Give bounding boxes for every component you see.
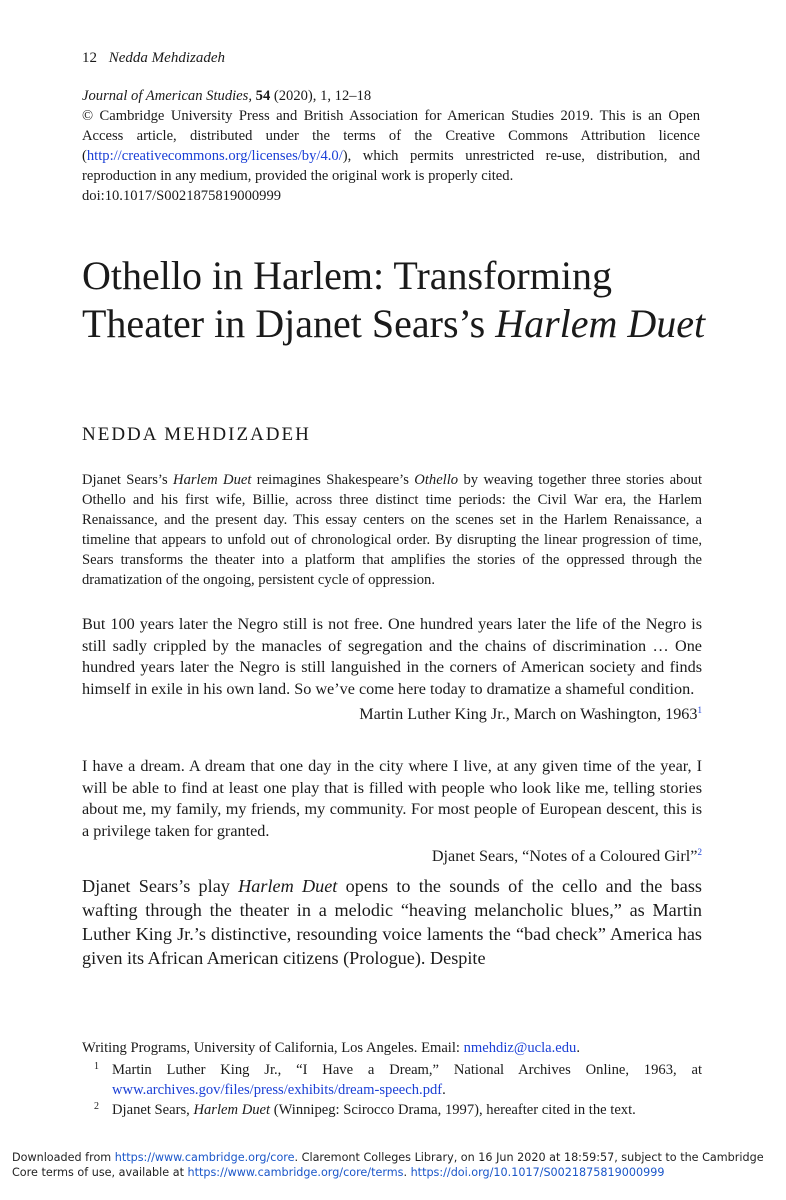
epigraph <box>82 614 702 726</box>
affiliation-end: . <box>576 1040 580 1056</box>
epigraph <box>82 756 702 868</box>
doi-link[interactable]: https://doi.org/10.1017/S0021875819000999 <box>410 1166 665 1179</box>
journal-volume: 54 <box>255 88 271 104</box>
page-number: 12 <box>82 50 97 66</box>
running-head-author: Nedda Mehdizadeh <box>108 50 225 66</box>
download-text: . <box>403 1166 411 1179</box>
body-paragraph <box>82 874 702 970</box>
journal-metadata <box>82 86 700 206</box>
affiliation-text: Writing Programs, University of California, Los Angeles. Email: <box>82 1040 464 1056</box>
footnote-end: . <box>442 1082 446 1098</box>
email-link[interactable]: nmehdiz@ucla.edu <box>463 1040 577 1056</box>
journal-name: Journal of American Studies, <box>82 88 252 104</box>
title-main: Othello in Harlem: Transforming Theater in Djanet Sears’s <box>82 253 612 346</box>
epigraph-text: But 100 years later the Negro still is not free. One hundred years later the life of the Negro is still sadly crippled by the manacles of segregation and the chains of discrimination … One hundred years later the Negro is still languished in the corners of American society and finds himself in exile in his own land. So we’ve come here today to dramatize a shameful condition. <box>82 615 702 698</box>
footnote-ref[interactable]: 1 <box>697 705 702 715</box>
footnote-link[interactable]: www.archives.gov/files/press/exhibits/dream-speech.pdf <box>112 1082 443 1098</box>
author-byline: NEDDA MEHDIZADEH <box>82 424 311 445</box>
download-notice <box>12 1150 782 1180</box>
title-italic: Harlem Duet <box>495 301 706 346</box>
footnote-number: 1 <box>94 1061 99 1072</box>
body-text: Djanet Sears’s play <box>82 876 239 896</box>
footnote <box>82 1060 702 1100</box>
abstract-text: reimagines Shakespeare’s <box>251 472 415 488</box>
footnote <box>82 1100 702 1120</box>
terms-link[interactable]: https://www.cambridge.org/core/terms <box>187 1166 404 1179</box>
copyright-text-end: ), which permits unrestricted re-use, distribution, and reproduction in any medium, provided the original work is properly cited. <box>82 148 700 184</box>
abstract-italic: Harlem Duet <box>173 472 252 488</box>
attribution-text: Martin Luther King Jr., March on Washington, 1963 <box>359 705 698 723</box>
body-text: opens to the sounds of the cello and the bass wafting through the theater in a melodic “heaving melancholic blues,” as Martin Luther King Jr.’s distinctive, resounding voice laments the “bad check” America has given its African American citizens (Prologue). Despite <box>82 876 702 968</box>
author-affiliation <box>82 1038 702 1058</box>
footnotes <box>82 1060 702 1120</box>
abstract <box>82 470 702 590</box>
footnote-text: Martin Luther King Jr., “I Have a Dream,” National Archives Online, 1963, at <box>112 1062 702 1078</box>
download-text: Downloaded from <box>12 1151 115 1164</box>
epigraph-attribution <box>82 700 702 726</box>
abstract-italic: Othello <box>414 472 459 488</box>
body-italic: Harlem Duet <box>238 876 338 896</box>
epigraph-attribution <box>82 842 702 868</box>
footnote-italic: Harlem Duet <box>193 1102 271 1118</box>
journal-issue-pages: (2020), 1, 12–18 <box>270 88 372 104</box>
copyright-text: © Cambridge University Press and British Association for American Studies 2019. This is an Open Access article, distributed under the terms of the Creative Commons Attribution licence ( <box>82 108 700 164</box>
running-head <box>82 50 225 67</box>
article-title <box>82 252 722 348</box>
download-text: . Claremont Colleges Library, on 16 Jun 2020 at 18:59:57, subject to the Cambridge Core terms of use, available at <box>12 1151 764 1179</box>
footnote-text: Djanet Sears, <box>112 1102 194 1118</box>
abstract-text: by weaving together three stories about Othello and his first wife, Billie, across three distinct time periods: the Civil War era, the Harlem Renaissance, and the present day. This essay centers on the scenes set in the Harlem Renaissance, a timeline that appears to unfold out of chronological order. By disrupting the linear progression of time, Sears transforms the theater into a platform that amplifies the stories of the oppressed through the dramatization of the ongoing, persistent cycle of oppression. <box>82 472 702 588</box>
footnote-number: 2 <box>94 1101 99 1112</box>
attribution-text: Djanet Sears, “Notes of a Coloured Girl” <box>431 847 698 865</box>
abstract-text: Djanet Sears’s <box>82 472 174 488</box>
license-link[interactable]: http://creativecommons.org/licenses/by/4.0/ <box>86 148 343 164</box>
epigraph-text: I have a dream. A dream that one day in the city where I live, at any given time of the year, I will be able to find at least one play that is filled with people who look like me, telling stories about me, my family, my friends, my community. For most people of European descent, this is a privilege taken for granted. <box>82 757 702 840</box>
doi: doi:10.1017/S0021875819000999 <box>82 188 282 204</box>
footnote-text: (Winnipeg: Scirocco Drama, 1997), hereafter cited in the text. <box>270 1102 636 1118</box>
footnote-ref[interactable]: 2 <box>697 847 702 857</box>
cambridge-core-link[interactable]: https://www.cambridge.org/core <box>114 1151 295 1164</box>
